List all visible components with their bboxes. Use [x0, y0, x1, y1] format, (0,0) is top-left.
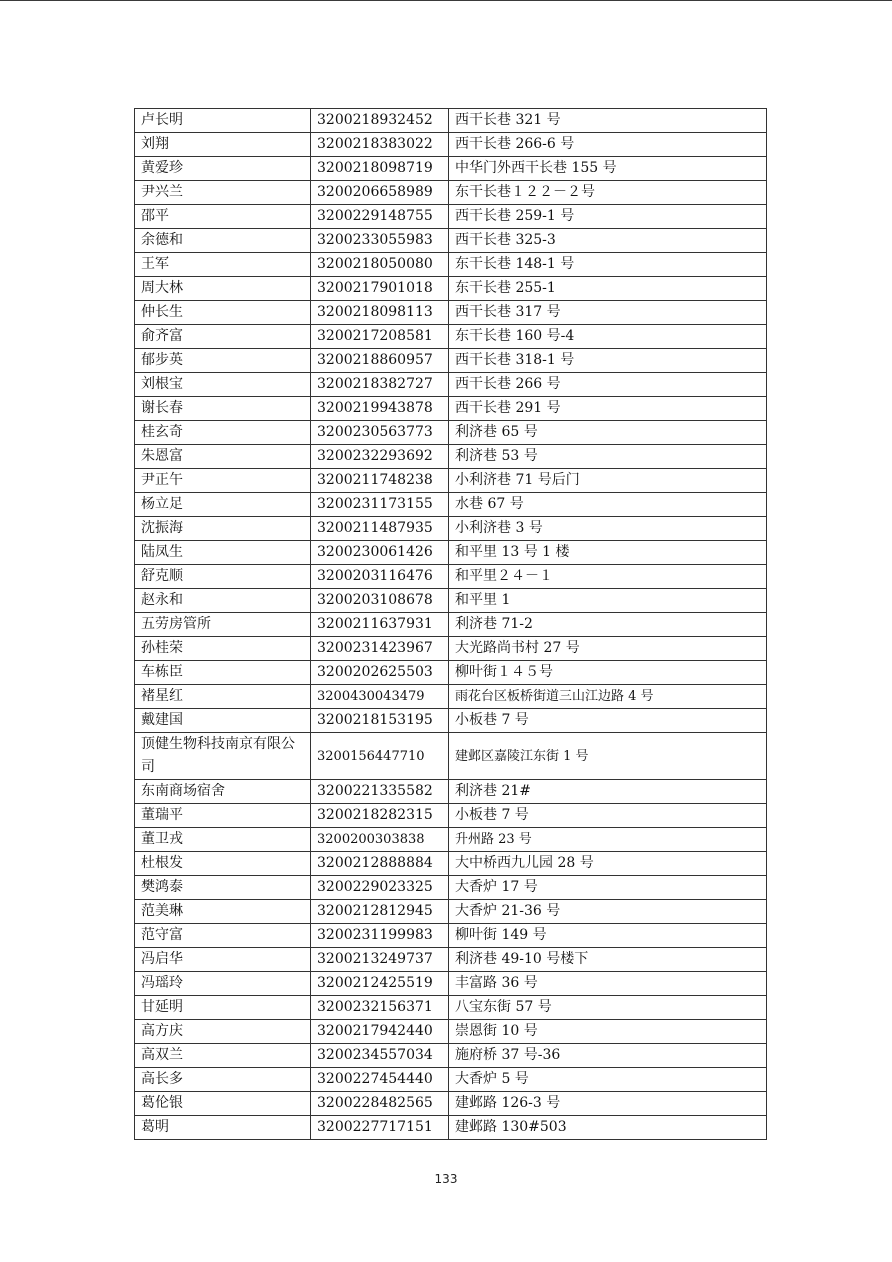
account-id-cell: 3200211487935 — [311, 517, 449, 541]
name-cell: 范守富 — [135, 924, 311, 948]
account-id-cell: 3200217208581 — [311, 325, 449, 349]
table-row — [135, 373, 767, 397]
table-row — [135, 1092, 767, 1116]
address-cell: 东干长巷１２２－２号 — [449, 181, 767, 205]
address-cell: 丰富路 36 号 — [449, 972, 767, 996]
table-row — [135, 876, 767, 900]
account-id-cell: 3200203108678 — [311, 589, 449, 613]
name-cell: 卢长明 — [135, 109, 311, 133]
address-cell: 小板巷 7 号 — [449, 804, 767, 828]
account-id-cell: 3200217942440 — [311, 1020, 449, 1044]
account-id-cell: 3200227717151 — [311, 1116, 449, 1140]
address-cell: 西干长巷 291 号 — [449, 397, 767, 421]
table-row — [135, 1116, 767, 1140]
address-cell: 东干长巷 255-1 — [449, 277, 767, 301]
name-cell: 车栋臣 — [135, 661, 311, 685]
table-row — [135, 828, 767, 852]
table-row — [135, 397, 767, 421]
table-row — [135, 1044, 767, 1068]
address-cell: 东干长巷 160 号-4 — [449, 325, 767, 349]
address-cell: 和平里 13 号 1 楼 — [449, 541, 767, 565]
address-cell: 小利济巷 3 号 — [449, 517, 767, 541]
account-id-cell: 3200218383022 — [311, 133, 449, 157]
account-id-cell: 3200232293692 — [311, 445, 449, 469]
records-table — [134, 108, 767, 1140]
name-cell: 桂玄奇 — [135, 421, 311, 445]
address-cell: 东干长巷 148-1 号 — [449, 253, 767, 277]
table-row — [135, 924, 767, 948]
address-cell: 利济巷 53 号 — [449, 445, 767, 469]
account-id-cell: 3200203116476 — [311, 565, 449, 589]
table-row — [135, 900, 767, 924]
address-cell: 和平里 1 — [449, 589, 767, 613]
table-row — [135, 541, 767, 565]
name-cell: 高方庆 — [135, 1020, 311, 1044]
table-row — [135, 685, 767, 709]
address-cell: 利济巷 65 号 — [449, 421, 767, 445]
records-table-body — [135, 109, 767, 1140]
address-cell: 西干长巷 321 号 — [449, 109, 767, 133]
table-row — [135, 277, 767, 301]
name-cell: 刘翔 — [135, 133, 311, 157]
account-id-cell: 3200218098719 — [311, 157, 449, 181]
table-row — [135, 181, 767, 205]
name-cell: 黄爱珍 — [135, 157, 311, 181]
address-cell: 大香炉 17 号 — [449, 876, 767, 900]
address-cell: 升州路 23 号 — [449, 828, 767, 852]
table-row — [135, 733, 767, 780]
address-cell: 小利济巷 71 号后门 — [449, 469, 767, 493]
name-cell: 孙桂荣 — [135, 637, 311, 661]
table-row — [135, 972, 767, 996]
top-border-line — [0, 0, 892, 1]
name-cell: 沈振海 — [135, 517, 311, 541]
table-row — [135, 349, 767, 373]
table-row — [135, 780, 767, 804]
table-row — [135, 445, 767, 469]
account-id-cell: 3200218153195 — [311, 709, 449, 733]
account-id-cell: 3200231199983 — [311, 924, 449, 948]
account-id-cell: 3200218860957 — [311, 349, 449, 373]
table-row — [135, 517, 767, 541]
account-id-cell: 3200221335582 — [311, 780, 449, 804]
address-cell: 建邺路 126-3 号 — [449, 1092, 767, 1116]
address-cell: 中华门外西干长巷 155 号 — [449, 157, 767, 181]
account-id-cell: 3200231423967 — [311, 637, 449, 661]
account-id-cell: 3200230061426 — [311, 541, 449, 565]
name-cell: 尹正午 — [135, 469, 311, 493]
name-cell: 郁步英 — [135, 349, 311, 373]
name-cell: 余德和 — [135, 229, 311, 253]
table-row — [135, 253, 767, 277]
address-cell: 利济巷 49-10 号楼下 — [449, 948, 767, 972]
account-id-cell: 3200232156371 — [311, 996, 449, 1020]
table-row — [135, 133, 767, 157]
account-id-cell: 3200213249737 — [311, 948, 449, 972]
table-row — [135, 493, 767, 517]
table-row — [135, 709, 767, 733]
address-cell: 利济巷 21# — [449, 780, 767, 804]
name-cell: 东南商场宿舍 — [135, 780, 311, 804]
account-id-cell: 3200231173155 — [311, 493, 449, 517]
name-cell: 樊鸿泰 — [135, 876, 311, 900]
name-cell: 褚星红 — [135, 685, 311, 709]
address-cell: 利济巷 71-2 — [449, 613, 767, 637]
name-cell: 谢长春 — [135, 397, 311, 421]
account-id-cell: 3200202625503 — [311, 661, 449, 685]
name-cell: 葛明 — [135, 1116, 311, 1140]
name-cell: 五劳房管所 — [135, 613, 311, 637]
name-cell: 周大林 — [135, 277, 311, 301]
account-id-cell: 3200234557034 — [311, 1044, 449, 1068]
name-cell: 戴建国 — [135, 709, 311, 733]
table-row — [135, 229, 767, 253]
table-row — [135, 1068, 767, 1092]
name-cell: 陆凤生 — [135, 541, 311, 565]
address-cell: 西干长巷 259-1 号 — [449, 205, 767, 229]
name-cell: 刘根宝 — [135, 373, 311, 397]
table-row — [135, 157, 767, 181]
table-row — [135, 613, 767, 637]
account-id-cell: 3200430043479 — [311, 685, 449, 709]
name-cell: 杨立足 — [135, 493, 311, 517]
account-id-cell: 3200228482565 — [311, 1092, 449, 1116]
account-id-cell: 3200212812945 — [311, 900, 449, 924]
table-row — [135, 661, 767, 685]
table-row — [135, 205, 767, 229]
address-cell: 大中桥西九儿园 28 号 — [449, 852, 767, 876]
table-row — [135, 301, 767, 325]
name-cell: 甘延明 — [135, 996, 311, 1020]
table-row — [135, 565, 767, 589]
table-row — [135, 1020, 767, 1044]
address-cell: 大香炉 5 号 — [449, 1068, 767, 1092]
address-cell: 施府桥 37 号-36 — [449, 1044, 767, 1068]
table-row — [135, 421, 767, 445]
name-cell: 董瑞平 — [135, 804, 311, 828]
table-row — [135, 852, 767, 876]
account-id-cell: 3200230563773 — [311, 421, 449, 445]
table-row — [135, 804, 767, 828]
account-id-cell: 3200212425519 — [311, 972, 449, 996]
table-row — [135, 637, 767, 661]
account-id-cell: 3200156447710 — [311, 733, 449, 780]
name-cell: 赵永和 — [135, 589, 311, 613]
table-row — [135, 325, 767, 349]
name-cell: 范美琳 — [135, 900, 311, 924]
account-id-cell: 3200211637931 — [311, 613, 449, 637]
name-cell: 顶健生物科技南京有限公司 — [135, 733, 311, 780]
account-id-cell: 3200218382727 — [311, 373, 449, 397]
account-id-cell: 3200227454440 — [311, 1068, 449, 1092]
name-cell: 董卫戎 — [135, 828, 311, 852]
address-cell: 雨花台区板桥街道三山江边路 4 号 — [449, 685, 767, 709]
address-cell: 柳叶街１４５号 — [449, 661, 767, 685]
account-id-cell: 3200218932452 — [311, 109, 449, 133]
account-id-cell: 3200219943878 — [311, 397, 449, 421]
table-row — [135, 996, 767, 1020]
account-id-cell: 3200206658989 — [311, 181, 449, 205]
address-cell: 建邺区嘉陵江东街 1 号 — [449, 733, 767, 780]
account-id-cell: 3200218050080 — [311, 253, 449, 277]
name-cell: 高双兰 — [135, 1044, 311, 1068]
table-row — [135, 469, 767, 493]
address-cell: 建邺路 130#503 — [449, 1116, 767, 1140]
name-cell: 仲长生 — [135, 301, 311, 325]
address-cell: 西干长巷 266-6 号 — [449, 133, 767, 157]
name-cell: 舒克顺 — [135, 565, 311, 589]
page-number: 133 — [434, 1172, 458, 1186]
address-cell: 和平里２４－１ — [449, 565, 767, 589]
address-cell: 西干长巷 317 号 — [449, 301, 767, 325]
name-cell: 葛伦银 — [135, 1092, 311, 1116]
account-id-cell: 3200200303838 — [311, 828, 449, 852]
name-cell: 邵平 — [135, 205, 311, 229]
account-id-cell: 3200229023325 — [311, 876, 449, 900]
address-cell: 柳叶街 149 号 — [449, 924, 767, 948]
table-row — [135, 109, 767, 133]
address-cell: 大香炉 21-36 号 — [449, 900, 767, 924]
account-id-cell: 3200212888884 — [311, 852, 449, 876]
address-cell: 西干长巷 325-3 — [449, 229, 767, 253]
account-id-cell: 3200218098113 — [311, 301, 449, 325]
table-row — [135, 948, 767, 972]
address-cell: 小板巷 7 号 — [449, 709, 767, 733]
address-cell: 崇恩街 10 号 — [449, 1020, 767, 1044]
name-cell: 朱恩富 — [135, 445, 311, 469]
name-cell: 杜根发 — [135, 852, 311, 876]
name-cell: 尹兴兰 — [135, 181, 311, 205]
table-row — [135, 589, 767, 613]
name-cell: 王军 — [135, 253, 311, 277]
name-cell: 高长多 — [135, 1068, 311, 1092]
address-cell: 大光路尚书村 27 号 — [449, 637, 767, 661]
account-id-cell: 3200229148755 — [311, 205, 449, 229]
account-id-cell: 3200217901018 — [311, 277, 449, 301]
account-id-cell: 3200233055983 — [311, 229, 449, 253]
account-id-cell: 3200218282315 — [311, 804, 449, 828]
account-id-cell: 3200211748238 — [311, 469, 449, 493]
address-cell: 西干长巷 266 号 — [449, 373, 767, 397]
address-cell: 水巷 67 号 — [449, 493, 767, 517]
name-cell: 冯启华 — [135, 948, 311, 972]
name-cell: 冯瑶玲 — [135, 972, 311, 996]
name-cell: 俞齐富 — [135, 325, 311, 349]
address-cell: 西干长巷 318-1 号 — [449, 349, 767, 373]
address-cell: 八宝东街 57 号 — [449, 996, 767, 1020]
